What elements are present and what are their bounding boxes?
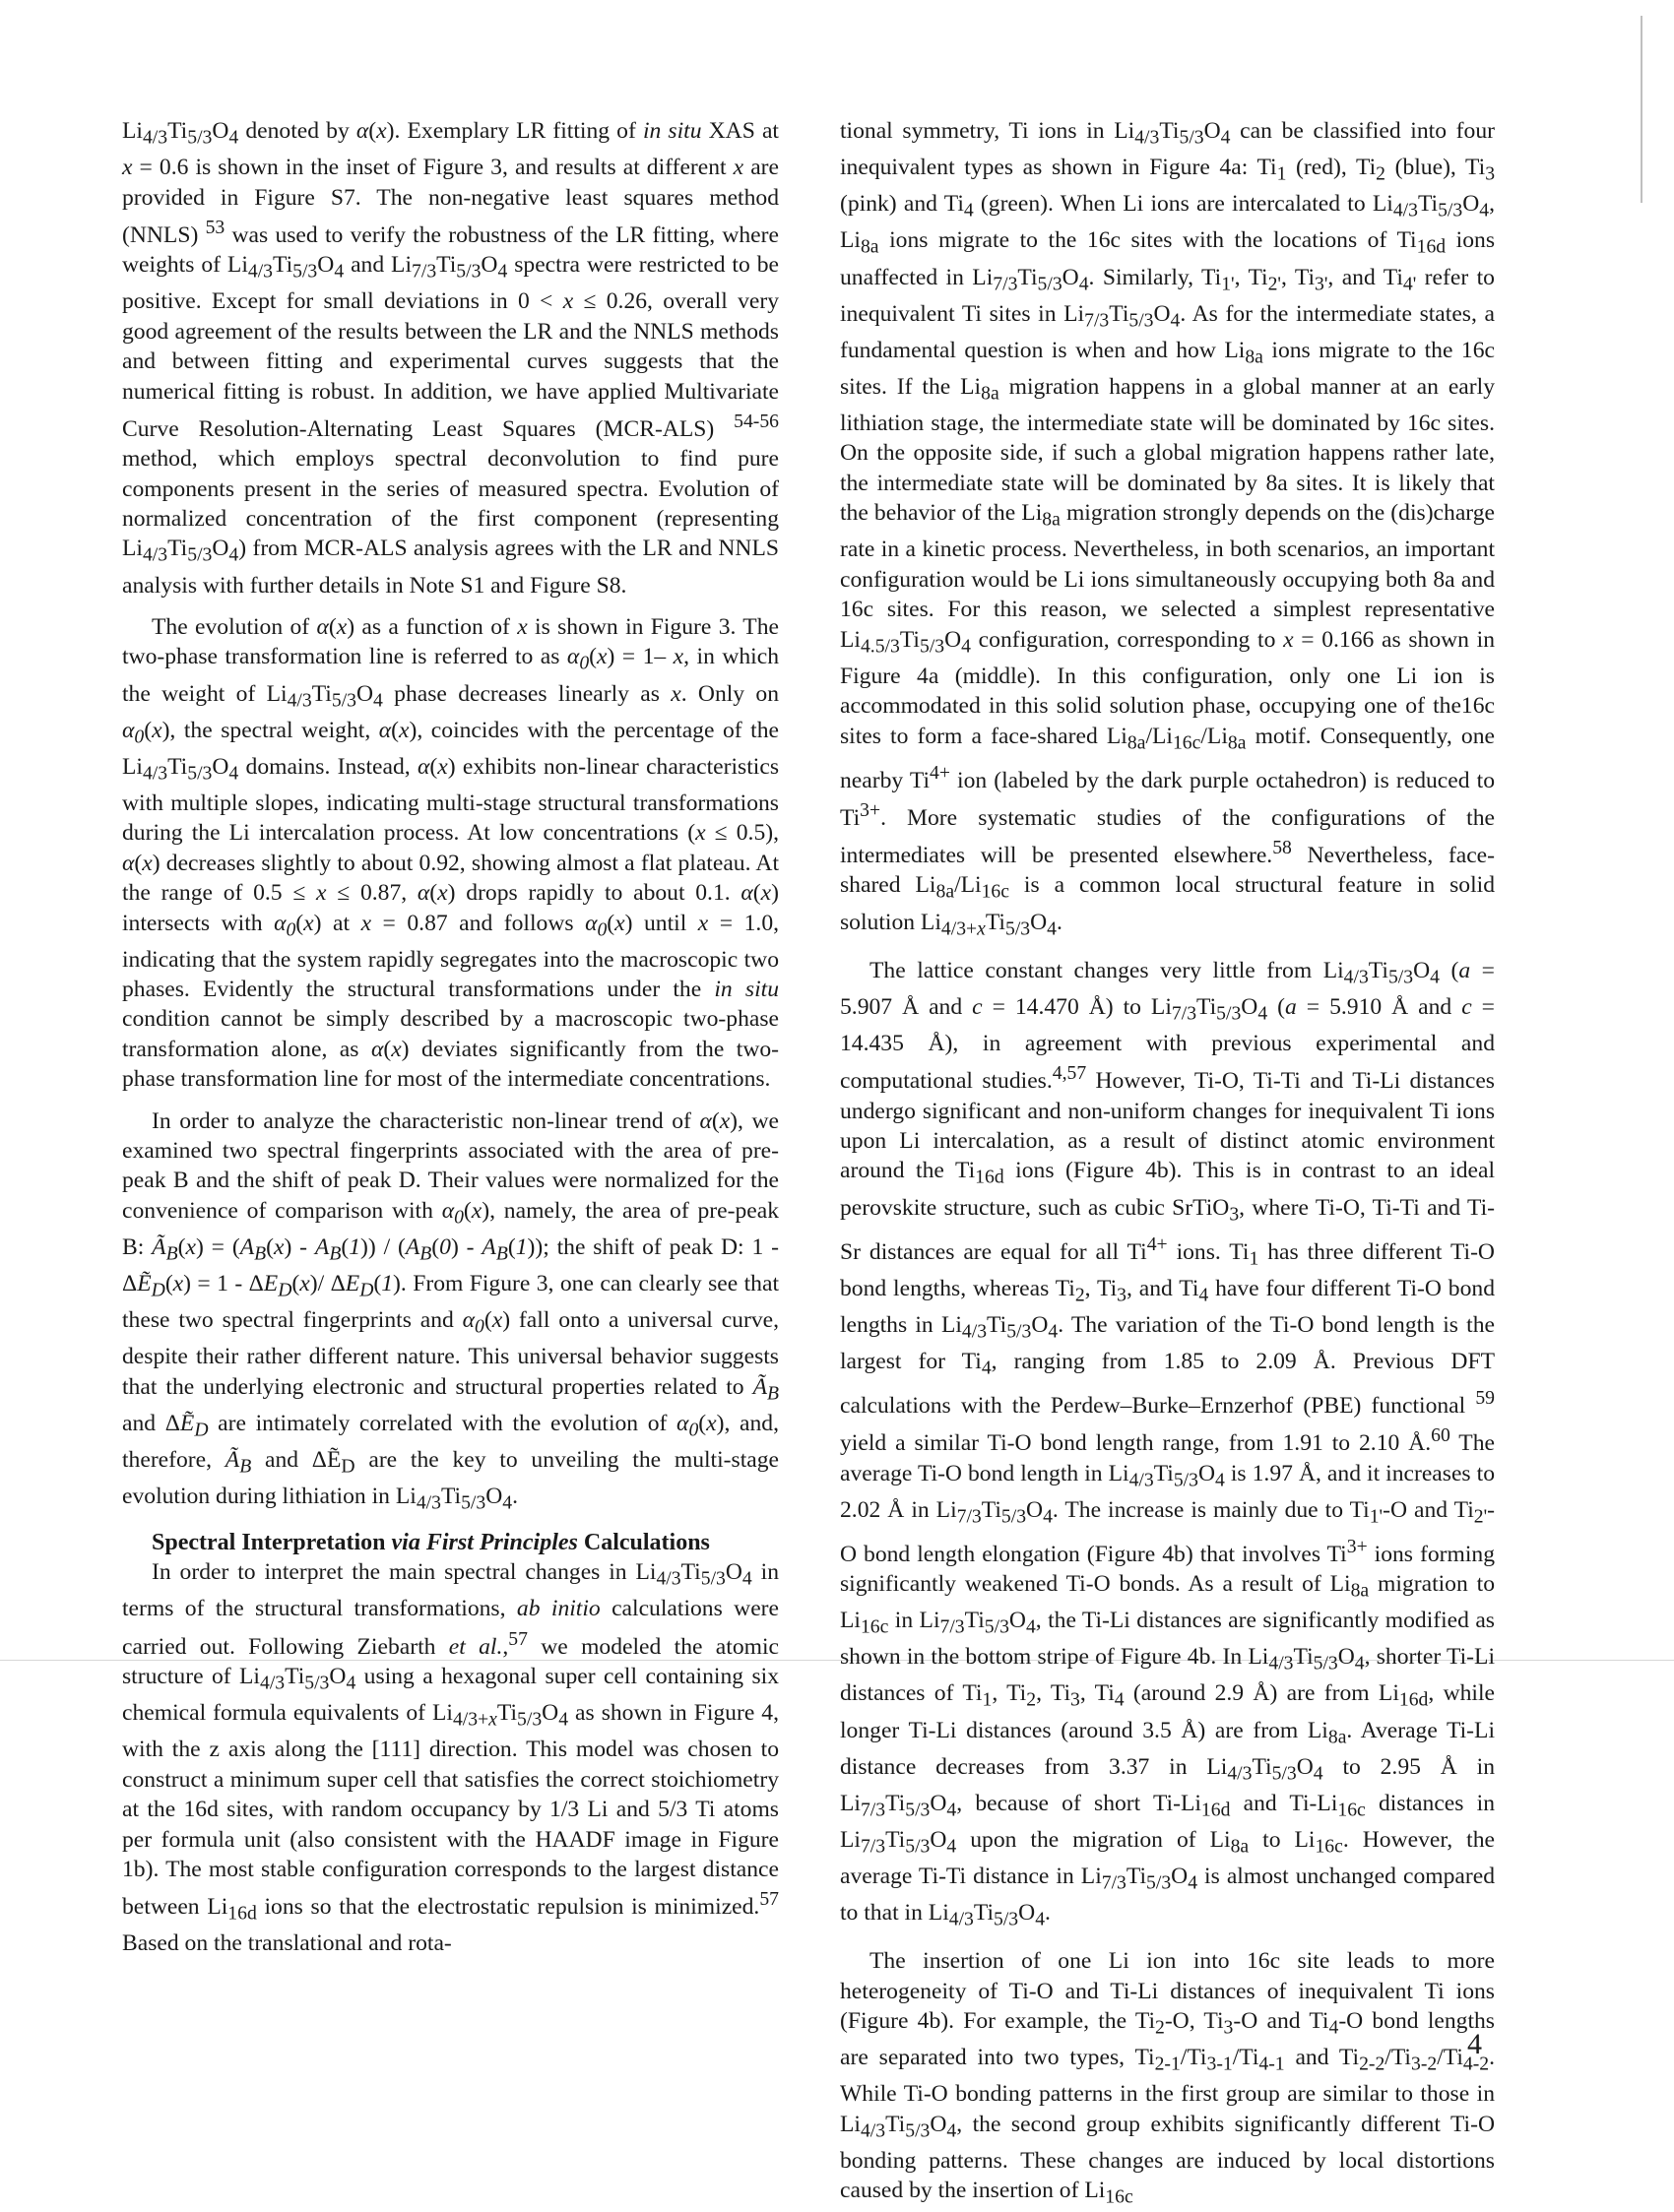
paragraph: In order to analyze the characteristic non-linear trend of α(x), we examined two spectral fingerprints associated with the area of pre-peak B and the shift of peak D. Their values were normalized for the convenience of comparison with $\alpha_0(x)$, namely, the area of pre-peak B: $Ã_B(x) = (A_B(x) - A_B(1)) / (A_B(0) - A_B(1))$; the shift of peak D: 1 - ΔẼ$_D$(x) = $1 - \Delta E_D(x)/$ $\Delta E_D(1)$. From Figure 3, one can clearly see that these two spectral fingerprints and $\alpha_0(x)$ fall onto a universal curve, despite their rather different nature. This universal behavior suggests that the underlying electronic and structural properties related to $Ã_B$ and ΔẼ$_D$ are intimately correlated with the evolution of $\alpha_0(x)$, and, therefore, $Ã_B$ and ΔẼ$_D$ are the key to unveiling the multi-stage evolution during lithiation in $Li_{4/3}Ti_{5/3}O_4$. <box>122 1107 779 1514</box>
left-column <box>122 116 779 1959</box>
heading-prefix: Spectral Interpretation <box>152 1530 392 1556</box>
paragraph: tional symmetry, Ti ions in $Li_{4/3}Ti_{5/3}O_4$ can be classified into four inequivalent types as shown in Figure 4a: $Ti_1$ (red), $Ti_2$ (blue), $Ti_3$ (pink) and $Ti_4$ (green). When Li ions are intercalated to $Li_{4/3}Ti_{5/3}O_4$, $Li_{8a}$ ions migrate to the 16c sites with the locations of $Ti_{16d}$ ions unaffected in $Li_{7/3}Ti_{5/3}O_4$. Similarly, $Ti_{1'}$, $Ti_{2'}$, $Ti_{3'}$, and $Ti_{4'}$ refer to inequivalent Ti sites in $Li_{7/3}Ti_{5/3}O_4$. As for the intermediate states, a fundamental question is when and how $Li_{8a}$ ions migrate to the 16c sites. If the $Li_{8a}$ migration happens in a global manner at an early lithiation stage, the intermediate state will be dominated by 16c sites. On the opposite side, if such a global migration happens rather late, the intermediate state will be dominated by 8a sites. It is likely that the behavior of the $Li_{8a}$ migration strongly depends on the (dis)charge rate in a kinetic process. Nevertheless, in both scenarios, an important configuration would be Li ions simultaneously occupying both 8a and 16c sites. For this reason, we selected a simplest representative $Li_{4.5/3}Ti_{5/3}O_4$ configuration, corresponding to x = 0.166 as shown in Figure 4a (middle). In this configuration, only one Li ion is accommodated in this solid solution phase, occupying one of the16c sites to form a face-shared $Li_{8a}/Li_{16c}/Li_{8a}$ motif. Consequently, one nearby $Ti^{4+}$ ion (labeled by the dark purple octahedron) is reduced to $Ti^{3+}$. More systematic studies of the configurations of the intermediates will be presented elsewhere.$^{58}$ Nevertheless, face-shared $Li_{8a}/Li_{16c}$ is a common local structural feature in solid solution $Li_{4/3+x}Ti_{5/3}O_4$. <box>840 118 1496 940</box>
paragraph: $Li_{4/3}Ti_{5/3}O_4$ denoted by α(x). Exemplary LR fitting of in situ XAS at x = 0.6 is shown in the inset of Figure 3, and results at different x are provided in Figure S7. The non-negative least squares method (NNLS) $^{53}$ was used to verify the robustness of the LR fitting, where weights of $Li_{4/3}Ti_{5/3}O_4$ and $Li_{7/3}Ti_{5/3}O_4$ spectra were restricted to be positive. Except for small deviations in 0 < x ≤ 0.26, overall very good agreement of the results between the LR and the NNLS methods and between fitting and experimental curves suggests that the numerical fitting is robust. In addition, we have applied Multivariate Curve Resolution-Alternating Least Squares (MCR-ALS) $^{54-56}$ method, which employs spectral deconvolution to find pure components present in the series of measured spectra. Evolution of normalized concentration of the first component (representing $Li_{4/3}Ti_{5/3}O_4$) from MCR-ALS analysis agrees with the LR and NNLS analysis with further details in Note S1 and Figure S8. <box>122 118 779 599</box>
scan-edge-line <box>1641 16 1642 203</box>
page-number: 4 <box>1467 2028 1482 2060</box>
paragraph: The evolution of α(x) as a function of x is shown in Figure 3. The two-phase transformation line is referred to as $\alpha_0(x) = 1-$ x, in which the weight of $Li_{4/3}Ti_{5/3}O_4$ phase decreases linearly as x. Only on $\alpha_0(x)$, the spectral weight, α(x), coincides with the percentage of the $Li_{4/3}Ti_{5/3}O_4$ domains. Instead, α(x) exhibits non-linear characteristics with multiple slopes, indicating multi-stage structural transformations during the Li intercalation process. At low concentrations (x ≤ 0.5), α(x) decreases slightly to about 0.92, showing almost a flat plateau. At the range of 0.5 ≤ x ≤ 0.87, α(x) drops rapidly to about 0.1. α(x) intersects with $\alpha_0(x)$ at x = 0.87 and follows $\alpha_0(x)$ until x = 1.0, indicating that the system rapidly segregates into the macroscopic two phases. Evidently the structural transformations under the in situ condition cannot be simply described by a macroscopic two-phase transformation alone, as α(x) deviates significantly from the two-phase transformation line for most of the intermediate concentrations. <box>122 613 780 1093</box>
paragraph: In order to interpret the main spectral changes in $Li_{4/3}Ti_{5/3}O_4$ in terms of the structural transformations, ab initio calculations were carried out. Following Ziebarth et al.,$^{57}$ we modeled the atomic structure of $Li_{4/3}Ti_{5/3}O_4$ using a hexagonal super cell containing six chemical formula equivalents of $Li_{4/3+x}Ti_{5/3}O_4$ as shown in Figure 4, with the z axis along the [111] direction. This model was chosen to construct a minimum super cell that satisfies the correct stoichiometry at the 16d sites, with random occupancy by 1/3 Li and 5/3 Ti atoms per formula unit (also consistent with the HAADF image in Figure 1b). The most stable configuration corresponds to the largest distance between $Li_{16d}$ ions so that the electrostatic repulsion is minimized.$^{57}$ Based on the translational and rota- <box>122 1559 779 1957</box>
right-column <box>840 116 1495 2212</box>
heading-italic: via First Principles <box>391 1530 578 1556</box>
section-heading <box>122 1528 779 1557</box>
heading-suffix: Calculations <box>577 1530 710 1556</box>
paragraph: The lattice constant changes very little from $Li_{4/3}Ti_{5/3}O_4$ (a = 5.907 Å and c = 14.470 Å) to $Li_{7/3}Ti_{5/3}O_4$ (a = 5.910 Å and c = 14.435 Å), in agreement with previous experimental and computational studies.$^{4,57}$ However, Ti-O, Ti-Ti and Ti-Li distances undergo significant and non-uniform changes for inequivalent Ti ions upon Li intercalation, as a result of distinct atomic environment around the $Ti_{16d}$ ions (Figure 4b). This is in contrast to an ideal perovskite structure, such as cubic SrTiO$_3$, where Ti-O, Ti-Ti and Ti-Sr distances are equal for all $Ti^{4+}$ ions. $Ti_1$ has three different Ti-O bond lengths, whereas $Ti_2$, $Ti_3$, and $Ti_4$ have four different Ti-O bond lengths in $Li_{4/3}Ti_{5/3}O_4$. The variation of the Ti-O bond length is the largest for $Ti_4$, ranging from 1.85 to 2.09 Å. Previous DFT calculations with the Perdew–Burke–Ernzerhof (PBE) functional $^{59}$ yield a similar Ti-O bond length range, from 1.91 to 2.10 Å.$^{60}$ The average Ti-O bond length in $Li_{4/3}Ti_{5/3}O_4$ is 1.97 Å, and it increases to 2.02 Å in $Li_{7/3}Ti_{5/3}O_4$. The increase is mainly due to $Ti_{1'}-O$ and $Ti_{2'}-O$ bond length elongation (Figure 4b) that involves $Ti^{3+}$ ions forming significantly weakened Ti-O bonds. As a result of $Li_{8a}$ migration to $Li_{16c}$ in $Li_{7/3}Ti_{5/3}O_4$, the Ti-Li distances are significantly modified as shown in the bottom stripe of Figure 4b. In $Li_{4/3}Ti_{5/3}O_4$, shorter Ti-Li distances of $Ti_1$, $Ti_2$, $Ti_3$, $Ti_4$ (around 2.9 Å) are from $Li_{16d}$, while longer Ti-Li distances (around 3.5 Å) are from $Li_{8a}$. Average Ti-Li distance decreases from 3.37 in $Li_{4/3}Ti_{5/3}O_4$ to 2.95 Å in $Li_{7/3}Ti_{5/3}O_4$, because of short $Ti-Li_{16d}$ and $Ti-Li_{16c}$ distances in $Li_{7/3}Ti_{5/3}O_4$ upon the migration of $Li_{8a}$ to $Li_{16c}$. However, the average Ti-Ti distance in $Li_{7/3}Ti_{5/3}O_4$ is almost unchanged compared to that in $Li_{4/3}Ti_{5/3}O_4$. <box>840 957 1496 1930</box>
paragraph: The insertion of one Li ion into 16c site leads to more heterogeneity of Ti-O and Ti-Li distances of inequivalent Ti ions (Figure 4b). For example, the $Ti_2-O$, $Ti_3-O$ and $Ti_4-O$ bond lengths are separated into two types, $Ti_{2-1}/Ti_{3-1}/Ti_{4-1}$ and $Ti_{2-2}/Ti_{3-2}/Ti_{4-2}$. While Ti-O bonding patterns in the first group are similar to those in $Li_{4/3}Ti_{5/3}O_4$, the second group exhibits significantly different Ti-O bonding patterns. These changes are induced by local distortions caused by the insertion of $Li_{16c}$ <box>840 1948 1495 2209</box>
